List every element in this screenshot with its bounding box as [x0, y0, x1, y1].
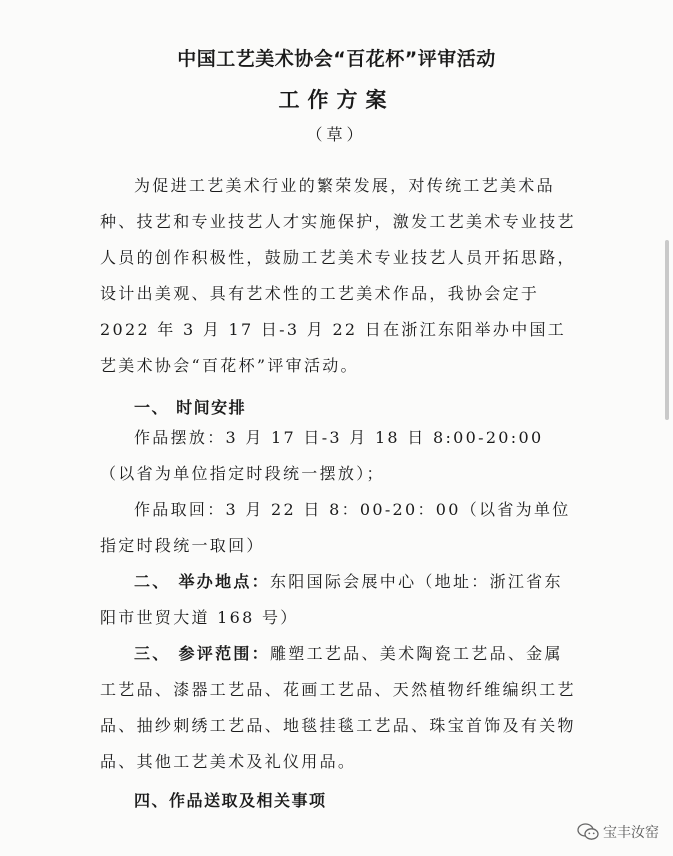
- schedule-item-retrieval: 作品取回：3 月 22 日 8：00-20：00（以省为单位指定时段统一取回）: [100, 500, 571, 555]
- watermark-text: 宝丰汝窑: [603, 825, 659, 841]
- wechat-chat-icon: [577, 823, 599, 841]
- schedule-item-placement: 作品摆放：3 月 17 日-3 月 18 日 8:00-20:00（以省为单位指定时段统一摆放）；: [100, 428, 544, 483]
- scope-text: 雕塑工艺品、美术陶瓷工艺品、金属工艺品、漆器工艺品、花画工艺品、天然植物纤维编织工艺品、抽纱刺绣工艺品、地毯挂毯工艺品、珠宝首饰及有关物品、其他工艺美术及礼仪用品。: [100, 644, 576, 771]
- section-heading-delivery: 四、作品送取及相关事项: [134, 791, 327, 810]
- section-scope: [100, 636, 580, 780]
- section-heading-scope: 三、 参评范围：: [134, 644, 270, 663]
- document-title: 中国工艺美术协会“百花杯”评审活动: [177, 48, 496, 70]
- watermark: [577, 822, 659, 842]
- intro-paragraph: 为促进工艺美术行业的繁荣发展，对传统工艺美术品种、技艺和专业技艺人才实施保护，激发工艺美术专业技艺人员的创作积极性，鼓励工艺美术专业技艺人员开拓思路，设计出美观、具有艺术性的工艺美术作品，我协会定于 2022 年 3 月 17 日-3 月 22 日在浙江东阳举办中国工艺美术协会“百花杯”评审活动。: [100, 176, 576, 375]
- section-venue: [100, 564, 580, 636]
- venue-text: 东阳国际会展中心（地址：浙江省东阳市世贸大道 168 号）: [100, 572, 563, 627]
- scrollbar-thumb[interactable]: [665, 240, 669, 420]
- draft-mark: （草）: [306, 125, 367, 144]
- section-heading-venue: 二、 举办地点：: [134, 572, 270, 591]
- document-subtitle: 工作方案: [278, 88, 395, 112]
- section-heading-schedule: 一、 时间安排: [134, 398, 247, 417]
